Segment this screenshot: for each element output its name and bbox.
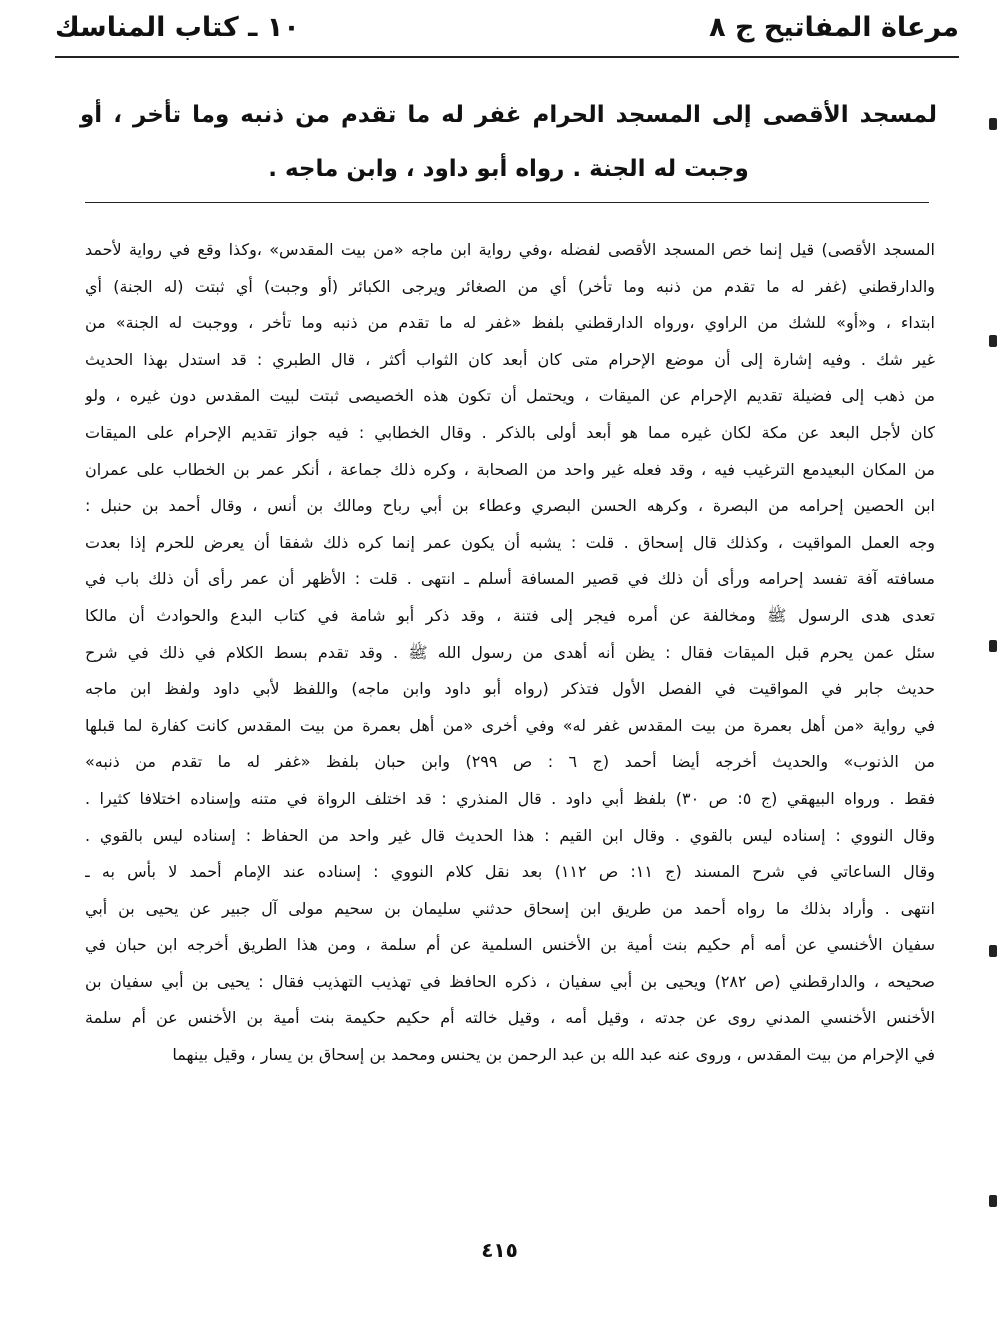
commentary-line: من المكان البعيدمع الترغيب فيه ، وقد فعله غير واحد من الصحابة ، وكره ذلك جماعة ، أنكر عمر بن الخطاب على عمران <box>85 459 935 479</box>
binding-mark <box>989 945 997 957</box>
commentary-line: انتهى . وأراد بذلك ما رواه أحمد من طريق ابن إسحاق حدثني سليمان بن سحيم مولى آل جبير عن يحيى بن أبي <box>85 898 935 918</box>
header-divider <box>55 56 959 58</box>
book-title: مرعاة المفاتيح ج ٨ <box>709 12 959 43</box>
commentary-line: ابتداء ، و«أو» للشك من الراوي ،ورواه الدارقطني بلفظ «غفر له ما تقدم من ذنبه وما تأخر ، ووجبت له الجنة» من <box>85 313 935 333</box>
commentary-line: سئل عمن يحرم قبل الميقات فقال : يظن أنه أهدى من رسول الله ﷺ . وقد تقدم بسط الكلام في ذلك في شرح <box>85 642 935 662</box>
section-divider <box>85 202 929 203</box>
commentary-line: وقال النووي : إسناده ليس بالقوي . وقال ابن القيم : هذا الحديث قال غير واحد من الحفاظ : إسناده ليس بالقوي . <box>85 825 935 845</box>
commentary-line: في رواية «من أهل بعمرة من بيت المقدس غفر له» وفي أخرى «من أهل بعمرة من بيت المقدس كانت كفارة لما قبلها <box>85 715 935 735</box>
commentary-line: ابن الحصين إحرامه من البصرة ، وكرهه الحسن البصري وعطاء بن أبي رباح ومالك بن أنس ، وقال أحمد بن حنبل : <box>85 496 935 516</box>
running-header <box>55 12 959 52</box>
commentary-line: فقط . ورواه البيهقي (ج ٥: ص ٣٠) بلفظ أبي داود . قال المنذري : قد اختلف الرواة في متنه وإسناده اختلافا كثيرا . <box>85 788 935 808</box>
commentary-line: في الإحرام من بيت المقدس ، وروى عنه عبد الله بن عبد الرحمن بن يحنس ومحمد بن إسحاق بن يسار ، وقيل بينهما <box>172 1045 935 1065</box>
binding-mark <box>989 1195 997 1207</box>
page-number: ٤١٥ <box>481 1238 518 1262</box>
commentary-line: وجه العمل المواقيت ، وكذلك قال إسحاق . قلت : يشبه أن يكون عمر إنما كره ذلك شفقا أن يعرض للحرم إذا بعدت <box>85 532 935 552</box>
commentary-line: تعدى هدى الرسول ﷺ ومخالفة عن أمره فيجر إلى فتنة ، وقد ذكر أبو شامة في كتاب البدع والحوادث أن مالكا <box>85 605 935 625</box>
hadith-text: لمسجد الأقصى إلى المسجد الحرام غفر له ما تقدم من ذنبه وما تأخر ، أو وجبت له الجنة . رواه أبو داود ، وابن ماجه . <box>80 102 937 182</box>
chapter-title: ١٠ ـ كتاب المناسك <box>55 12 300 43</box>
commentary-line: وقال الساعاتي في شرح المسند (ج ١١: ص ١١٢) بعد نقل كلام النووي : إسناده عند الإمام أحمد لا بأس به ـ <box>85 862 935 882</box>
commentary-line: صحيحه ، والدارقطني (ص ٢٨٢) ويحيى بن أبي سفيان ، ذكره الحافظ في تهذيب التهذيب فقال : يحيى بن أبي سفيان بن <box>85 971 935 991</box>
commentary-line: من الذنوب» والحديث أخرجه أيضا أحمد (ج ٦ : ص ٢٩٩) وابن حبان بلفظ «غفر له ما تقدم من ذنبه» <box>85 752 935 772</box>
commentary-line: حديث جابر في المواقيت في الفصل الأول فتذكر (رواه أبو داود وابن ماجه) واللفظ لأبي داود ولفظ ابن ماجه <box>85 679 935 699</box>
binding-mark <box>989 640 997 652</box>
commentary-line: غير شك . وفيه إشارة إلى أن موضع الإحرام متى كان أبعد كان الثواب أكثر ، قال الطبري : قد استدل بهذا الحديث <box>85 349 935 369</box>
binding-mark <box>989 335 997 347</box>
binding-mark <box>989 118 997 130</box>
commentary-line: كان لأجل البعد عن مكة لكان غيره مما هو أبعد أولى بالذكر . وقال الخطابي : فيه جواز تقديم الإحرام على الميقات <box>85 422 935 442</box>
commentary-line: سفيان الأخنسي عن أمه أم حكيم بنت أمية بن الأخنس السلمية عن أم سلمة ، ومن هذا الطريق أخرجه ابن حبان في <box>85 935 935 955</box>
commentary-line: من ذهب إلى فضيلة تقديم الإحرام عن الميقات ، ويحتمل أن تكون هذه الخصيصى ثبتت لبيت المقدس دون غيره ، ولو <box>85 386 935 406</box>
commentary-line: الأخنس الأخنسي المدني روى عن جدته ، وقيل أمه ، وقيل خالته أم حكيم حكيمة بنت أمية بن الأخنس عن أم سلمة <box>85 1008 935 1028</box>
commentary-block <box>85 232 935 1074</box>
commentary-line: المسجد الأقصى) قيل إنما خص المسجد الأقصى لفضله ،وفي رواية ابن ماجه «من بيت المقدس» ،وكذا وقع في رواية لأحمد <box>85 240 935 259</box>
commentary-line: والدارقطني (غفر له ما تقدم من ذنبه وما تأخر) أي من الصغائر ويرجى الكبائر (أو وجبت) أي ثبتت (له الجنة) أي <box>85 276 935 296</box>
commentary-line: مسافته آفة تفسد إحرامه ورأى أن ذلك في قصير المسافة أسلم ـ انتهى . قلت : الأظهر أن عمر رأى أن ذلك باب في <box>85 569 935 589</box>
